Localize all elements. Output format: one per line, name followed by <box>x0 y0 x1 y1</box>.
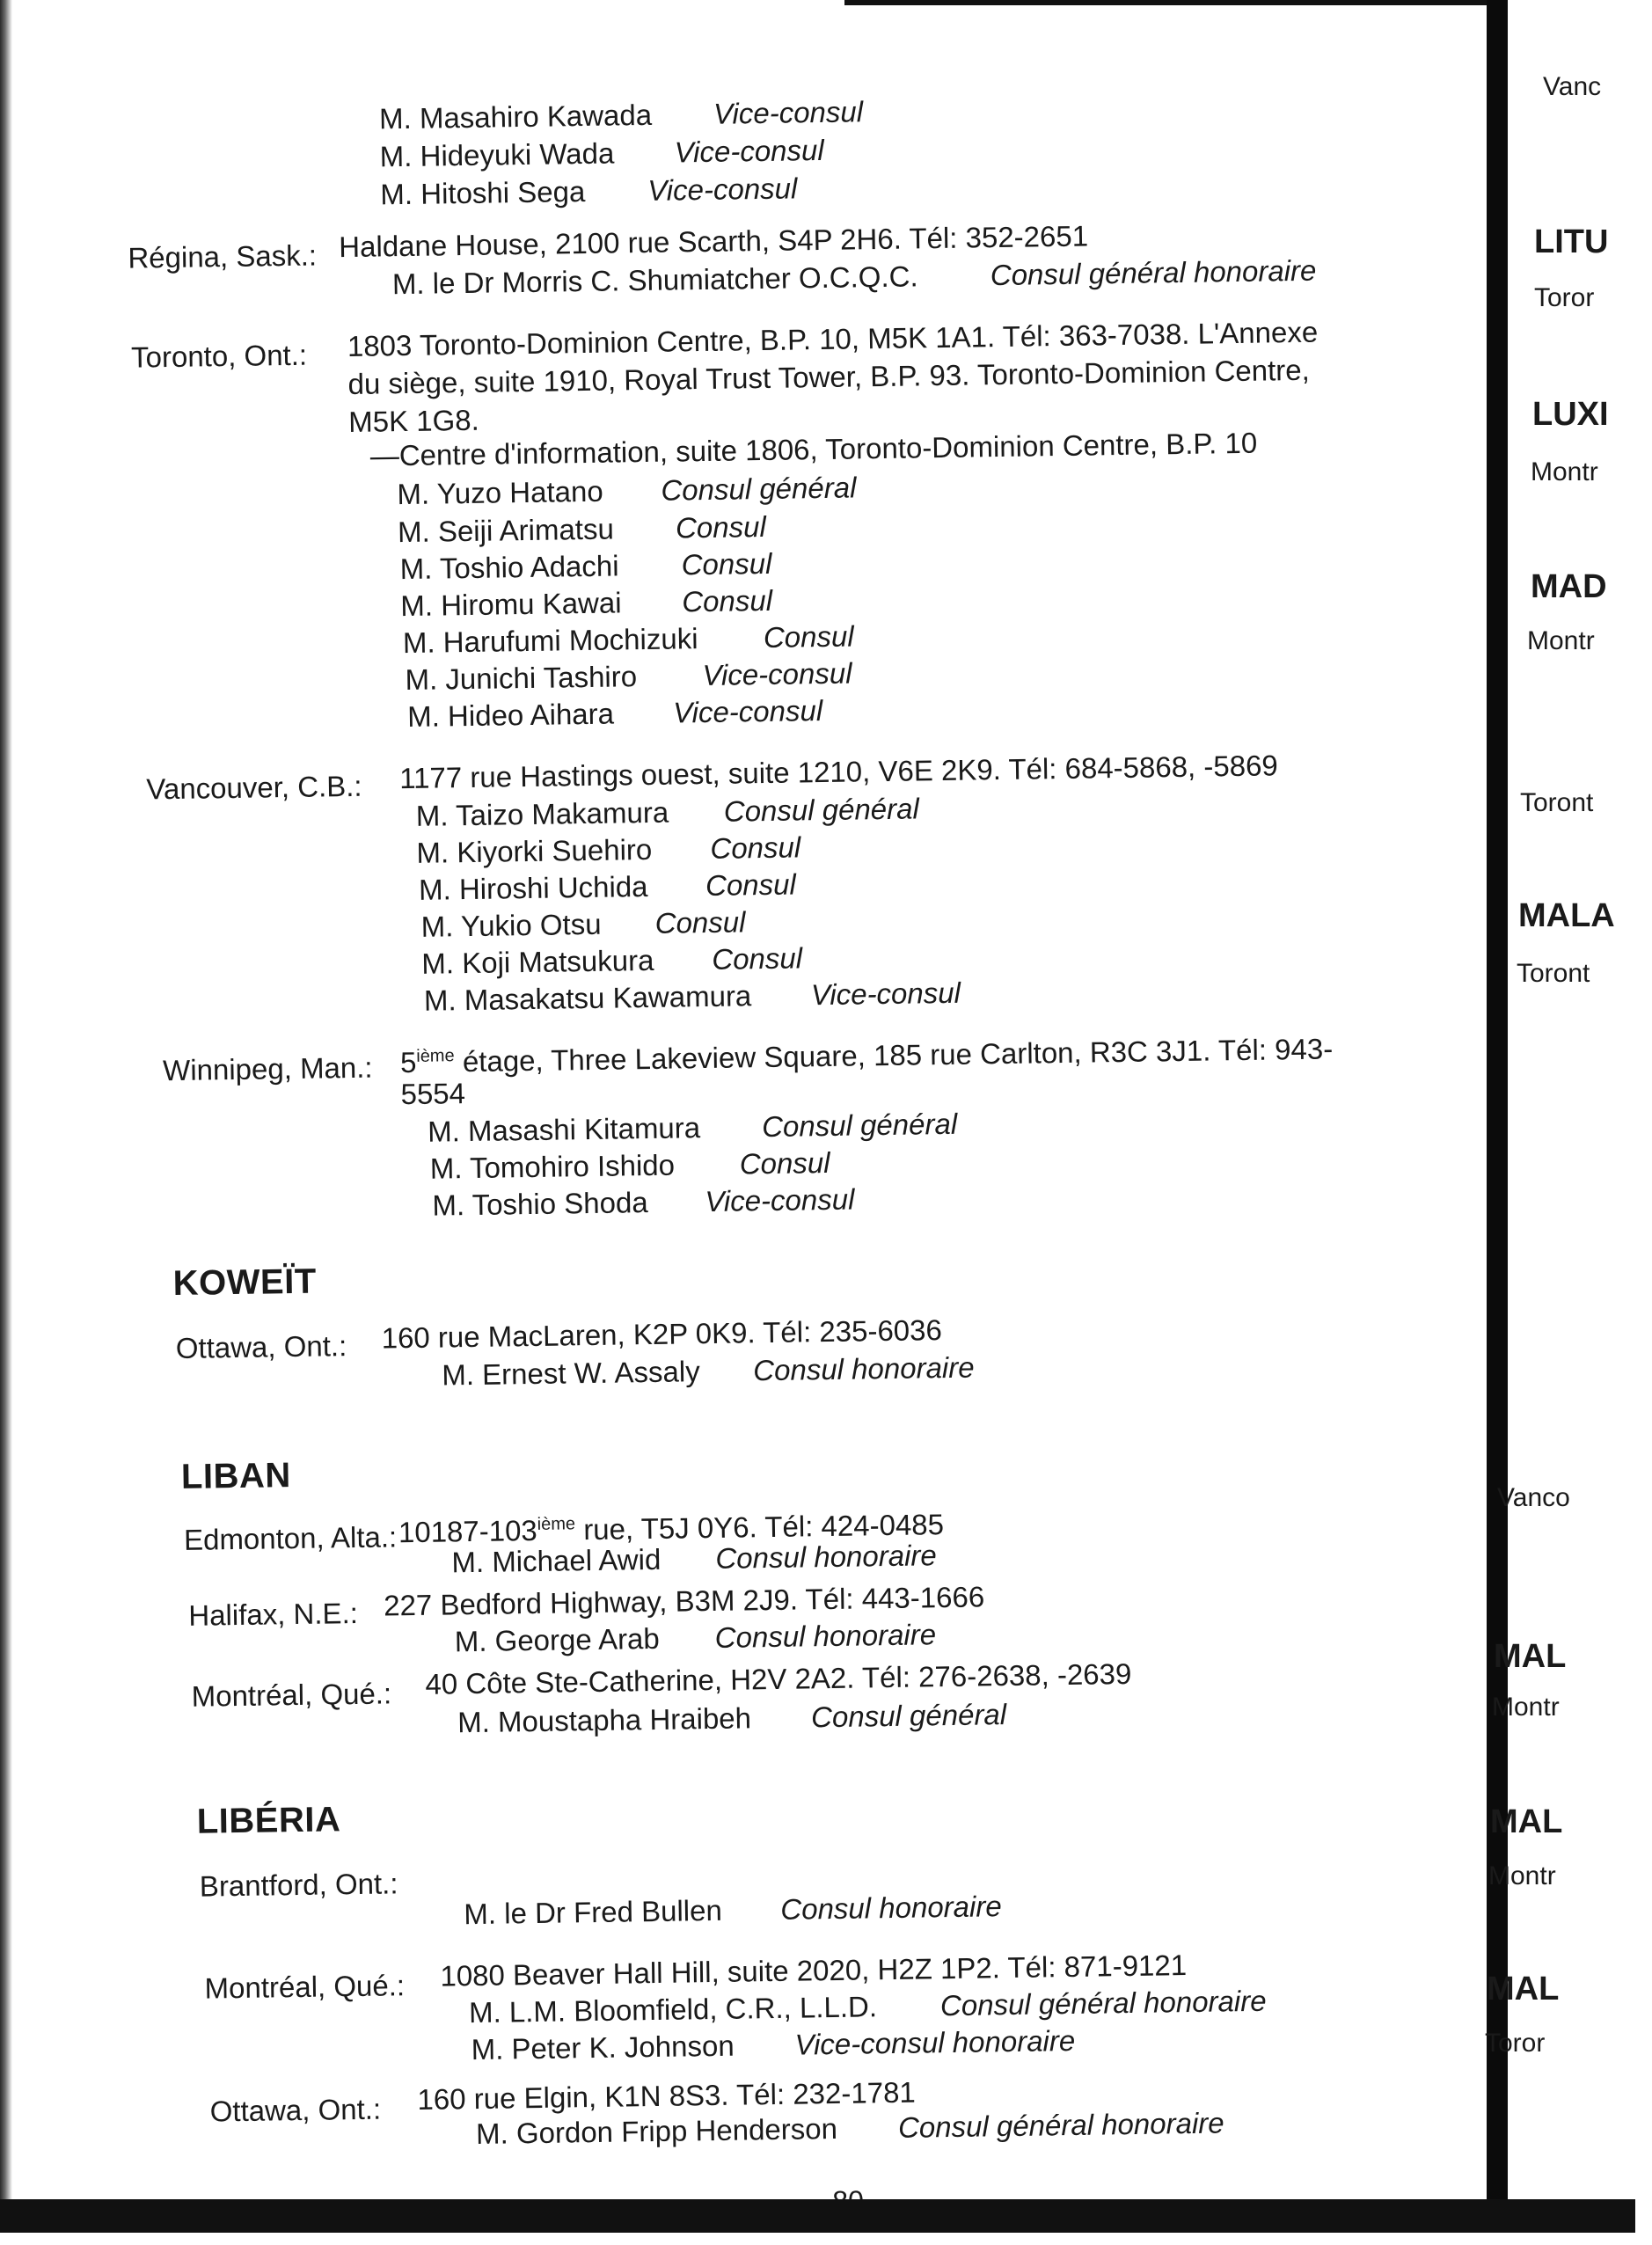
fragment-text: Montr <box>1488 1861 1556 1890</box>
address: 1080 Beaver Hall Hill, suite 2020, H2Z 1P2. Tél: 871-9121 <box>440 1949 1188 1993</box>
city-label: Montréal, Qué.: <box>204 1969 406 2005</box>
person-title: Consul <box>682 583 773 618</box>
address: 10187-103ième rue, T5J 0Y6. Tél: 424-0485 <box>398 1508 945 1549</box>
scan-bottom-edge <box>0 2199 1635 2233</box>
country-heading: KOWEÏT <box>172 1261 318 1304</box>
person-title: Vice-consul <box>647 172 798 207</box>
person-title: Consul général <box>761 1107 958 1144</box>
person-name: M. Seiji Arimatsu <box>397 512 615 549</box>
city-label: Toronto, Ont.: <box>130 338 308 374</box>
city-label: Régina, Sask.: <box>128 238 318 274</box>
fragment-heading: MAL <box>1490 1803 1563 1840</box>
person-title: Consul honoraire <box>752 1350 975 1387</box>
country-heading: LIBÉRIA <box>196 1800 341 1841</box>
person-title: Consul <box>739 1145 830 1181</box>
fragment-text: Vanco <box>1497 1483 1570 1512</box>
person-name: M. Masahiro Kawada <box>378 98 653 135</box>
person-title: Consul honoraire <box>780 1890 1002 1926</box>
address: 5ième étage, Three Lakeview Square, 185 rue Carlton, R3C 3J1. Tél: 943- <box>399 1032 1334 1079</box>
fragment-text: Vanc <box>1543 72 1602 101</box>
address: 40 Côte Ste-Catherine, H2V 2A2. Tél: 276-2638, -2639 <box>425 1656 1132 1700</box>
address: 1803 Toronto-Dominion Centre, B.P. 10, M5K 1A1. Tél: 363-7038. L'Annexe <box>347 315 1319 362</box>
facing-page-fragment <box>1485 0 1635 2233</box>
person-name: M. Harufumi Mochizuki <box>402 622 698 660</box>
address: 160 rue Elgin, K1N 8S3. Tél: 232-1781 <box>417 2075 917 2117</box>
person-name: M. Gordon Fripp Henderson <box>475 2111 838 2151</box>
person-title: Vice-consul honoraire <box>794 2023 1076 2061</box>
address: 227 Bedford Highway, B3M 2J9. Tél: 443-1666 <box>383 1580 985 1622</box>
address: du siège, suite 1910, Royal Trust Tower, B.P. 93. Toronto-Dominion Centre, <box>347 353 1311 400</box>
person-name: M. le Dr Morris C. Shumiatcher O.C.Q.C. <box>391 260 918 301</box>
fragment-heading: LUXI <box>1532 396 1609 433</box>
fragment-text: Toror <box>1534 283 1595 312</box>
person-name: M. Ernest W. Assaly <box>442 1355 700 1392</box>
person-name: M. Yuzo Hatano <box>397 474 603 511</box>
person-title: Consul général <box>723 792 920 828</box>
person-name: M. Junichi Tashiro <box>405 660 638 697</box>
person-name: M. le Dr Fred Bullen <box>464 1893 723 1931</box>
address: 160 rue MacLaren, K2P 0K9. Tél: 235-6036 <box>381 1313 943 1355</box>
fragment-text: Montr <box>1531 457 1598 486</box>
person-name: M. Taizo Makamura <box>415 795 669 832</box>
person-name: M. Peter K. Johnson <box>471 2029 735 2066</box>
person-title: Consul général <box>661 471 857 507</box>
person-title: Consul <box>705 867 797 903</box>
person-name: M. Hideyuki Wada <box>379 136 615 173</box>
person-name: M. Michael Awid <box>451 1542 662 1579</box>
person-title: Consul honoraire <box>715 1539 937 1575</box>
person-title: Consul <box>654 905 746 940</box>
fragment-heading: MAD <box>1531 568 1607 605</box>
fragment-heading: MALA <box>1518 897 1615 934</box>
address: 5554 <box>400 1077 466 1111</box>
person-title: Consul général honoraire <box>990 253 1317 292</box>
person-title: Vice-consul <box>705 1182 855 1218</box>
person-name: M. Moustapha Hraibeh <box>457 1701 752 1739</box>
city-label: Ottawa, Ont.: <box>175 1329 347 1365</box>
person-name: M. Tomohiro Ishido <box>429 1148 676 1185</box>
person-title: Consul <box>681 546 772 581</box>
city-label: Ottawa, Ont.: <box>209 2092 382 2128</box>
country-heading: LIBAN <box>180 1456 292 1496</box>
person-name: M. Masashi Kitamura <box>427 1111 701 1148</box>
person-title: Consul <box>763 619 854 654</box>
person-name: M. Toshio Adachi <box>399 549 619 586</box>
person-name: M. Toshio Shoda <box>432 1186 648 1222</box>
person-name: M. George Arab <box>454 1621 660 1658</box>
person-title: Consul <box>710 830 801 865</box>
fragment-heading: MAL <box>1494 1638 1567 1675</box>
address: —Centre d'information, suite 1806, Toronto-Dominion Centre, B.P. 10 <box>369 426 1258 472</box>
person-title: Consul général honoraire <box>897 2106 1224 2144</box>
person-title: Vice-consul <box>810 976 961 1012</box>
person-title: Vice-consul <box>674 133 824 169</box>
book-gutter <box>1487 0 1508 2233</box>
city-label: Halifax, N.E.: <box>188 1596 359 1632</box>
city-label: Brantford, Ont.: <box>199 1867 398 1903</box>
person-title: Consul honoraire <box>714 1618 937 1654</box>
city-label: Vancouver, C.B.: <box>146 769 362 806</box>
person-name: M. Hitoshi Sega <box>380 174 586 211</box>
address: 1177 rue Hastings ouest, suite 1210, V6E 2K9. Tél: 684-5868, -5869 <box>398 749 1279 795</box>
fragment-heading: MAL <box>1487 1971 1560 2007</box>
fragment-text: Montr <box>1492 1693 1560 1722</box>
person-name: M. Kiyorki Suehiro <box>416 832 653 869</box>
person-title: Consul général <box>810 1698 1007 1734</box>
fragment-heading: LITU <box>1534 223 1609 260</box>
person-name: M. Hiromu Kawai <box>400 586 622 623</box>
person-name: M. Masakatsu Kawamura <box>423 979 752 1017</box>
person-name: M. Hiroshi Uchida <box>418 869 648 906</box>
city-label: Winnipeg, Man.: <box>162 1050 373 1087</box>
person-title: Vice-consul <box>702 656 852 692</box>
person-name: M. L.M. Bloomfield, C.R., L.L.D. <box>468 1990 878 2029</box>
person-title: Vice-consul <box>672 694 823 729</box>
city-label: Montréal, Qué.: <box>191 1677 392 1713</box>
person-name: M. Hideo Aihara <box>406 697 615 734</box>
fragment-text: Toror <box>1485 2029 1546 2058</box>
person-name: M. Yukio Otsu <box>420 907 602 943</box>
fragment-text: Toront <box>1520 788 1594 817</box>
person-name: M. Koji Matsukura <box>421 943 654 980</box>
person-title: Consul <box>675 509 767 545</box>
address: M5K 1G8. <box>347 403 480 438</box>
fragment-text: Toront <box>1517 959 1590 988</box>
address: Haldane House, 2100 rue Scarth, S4P 2H6. Tél: 352-2651 <box>338 219 1089 264</box>
person-title: Vice-consul <box>713 95 864 130</box>
person-title: Consul général honoraire <box>939 1984 1267 2022</box>
city-label: Edmonton, Alta.: <box>183 1520 398 1556</box>
person-title: Consul <box>712 941 803 976</box>
fragment-text: Montr <box>1527 626 1595 655</box>
